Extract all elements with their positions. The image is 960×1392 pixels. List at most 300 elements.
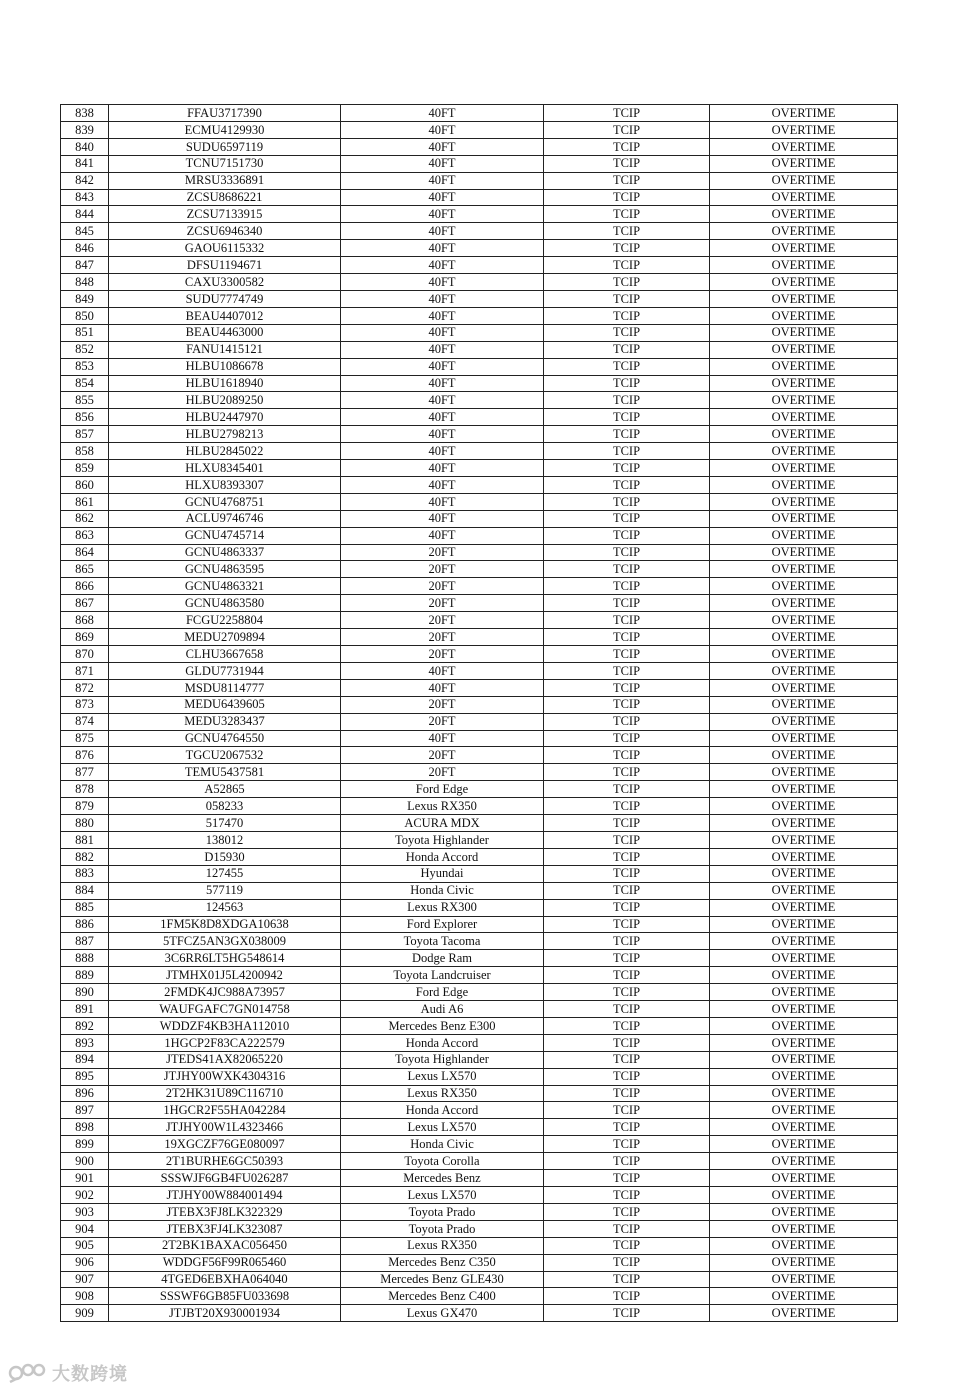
- table-row: [61, 662, 898, 679]
- table-row: [61, 1203, 898, 1220]
- type-cell: 40FT: [341, 290, 544, 307]
- row-number-cell: 860: [61, 476, 109, 493]
- table-row: [61, 409, 898, 426]
- type-cell: 40FT: [341, 121, 544, 138]
- container-number-cell: SUDU6597119: [109, 138, 341, 155]
- table-row: [61, 290, 898, 307]
- row-number-cell: 900: [61, 1153, 109, 1170]
- container-number-cell: FCGU2258804: [109, 612, 341, 629]
- terminal-cell: TCIP: [544, 831, 710, 848]
- type-cell: Honda Accord: [341, 1034, 544, 1051]
- table-row: [61, 341, 898, 358]
- container-number-cell: 127455: [109, 865, 341, 882]
- row-number-cell: 903: [61, 1203, 109, 1220]
- row-number-cell: 882: [61, 848, 109, 865]
- container-number-cell: GCNU4863337: [109, 544, 341, 561]
- terminal-cell: TCIP: [544, 189, 710, 206]
- row-number-cell: 897: [61, 1102, 109, 1119]
- container-number-cell: ZCSU6946340: [109, 223, 341, 240]
- type-cell: Toyota Highlander: [341, 1051, 544, 1068]
- container-number-cell: TEMU5437581: [109, 764, 341, 781]
- table-row: [61, 713, 898, 730]
- container-number-cell: MEDU3283437: [109, 713, 341, 730]
- terminal-cell: TCIP: [544, 662, 710, 679]
- terminal-cell: TCIP: [544, 1001, 710, 1018]
- status-cell: OVERTIME: [710, 1034, 898, 1051]
- container-number-cell: 1HGCR2F55HA042284: [109, 1102, 341, 1119]
- type-cell: 40FT: [341, 730, 544, 747]
- container-number-cell: MRSU3336891: [109, 172, 341, 189]
- status-cell: OVERTIME: [710, 950, 898, 967]
- container-number-cell: 058233: [109, 798, 341, 815]
- type-cell: 40FT: [341, 375, 544, 392]
- type-cell: 20FT: [341, 612, 544, 629]
- terminal-cell: TCIP: [544, 172, 710, 189]
- type-cell: Lexus LX570: [341, 1119, 544, 1136]
- container-number-cell: 5TFCZ5AN3GX038009: [109, 933, 341, 950]
- row-number-cell: 868: [61, 612, 109, 629]
- table-row: [61, 1051, 898, 1068]
- terminal-cell: TCIP: [544, 510, 710, 527]
- table-row: [61, 696, 898, 713]
- row-number-cell: 844: [61, 206, 109, 223]
- status-cell: OVERTIME: [710, 290, 898, 307]
- container-number-cell: SSSWF6GB85FU033698: [109, 1288, 341, 1305]
- table-row: [61, 629, 898, 646]
- container-number-cell: SUDU7774749: [109, 290, 341, 307]
- terminal-cell: TCIP: [544, 409, 710, 426]
- status-cell: OVERTIME: [710, 138, 898, 155]
- type-cell: 40FT: [341, 679, 544, 696]
- status-cell: OVERTIME: [710, 1170, 898, 1187]
- container-number-cell: 3C6RR6LT5HG548614: [109, 950, 341, 967]
- row-number-cell: 870: [61, 646, 109, 663]
- row-number-cell: 896: [61, 1085, 109, 1102]
- row-number-cell: 899: [61, 1136, 109, 1153]
- terminal-cell: TCIP: [544, 257, 710, 274]
- type-cell: 40FT: [341, 324, 544, 341]
- type-cell: 40FT: [341, 172, 544, 189]
- terminal-cell: TCIP: [544, 206, 710, 223]
- terminal-cell: TCIP: [544, 1119, 710, 1136]
- container-number-cell: GLDU7731944: [109, 662, 341, 679]
- terminal-cell: TCIP: [544, 578, 710, 595]
- row-number-cell: 909: [61, 1305, 109, 1322]
- terminal-cell: TCIP: [544, 1271, 710, 1288]
- type-cell: Lexus LX570: [341, 1187, 544, 1204]
- table-row: [61, 1017, 898, 1034]
- type-cell: Lexus RX350: [341, 1085, 544, 1102]
- type-cell: 40FT: [341, 662, 544, 679]
- type-cell: Toyota Landcruiser: [341, 967, 544, 984]
- terminal-cell: TCIP: [544, 595, 710, 612]
- row-number-cell: 864: [61, 544, 109, 561]
- table-row: [61, 105, 898, 122]
- terminal-cell: TCIP: [544, 375, 710, 392]
- container-number-cell: 19XGCZF76GE080097: [109, 1136, 341, 1153]
- status-cell: OVERTIME: [710, 121, 898, 138]
- status-cell: OVERTIME: [710, 646, 898, 663]
- type-cell: 20FT: [341, 646, 544, 663]
- status-cell: OVERTIME: [710, 612, 898, 629]
- row-number-cell: 887: [61, 933, 109, 950]
- container-number-cell: 1HGCP2F83CA222579: [109, 1034, 341, 1051]
- status-cell: OVERTIME: [710, 781, 898, 798]
- terminal-cell: TCIP: [544, 426, 710, 443]
- terminal-cell: TCIP: [544, 1034, 710, 1051]
- table-row: [61, 189, 898, 206]
- container-number-cell: JTEBX3FJ8LK322329: [109, 1203, 341, 1220]
- type-cell: 40FT: [341, 189, 544, 206]
- status-cell: OVERTIME: [710, 527, 898, 544]
- terminal-cell: TCIP: [544, 984, 710, 1001]
- status-cell: OVERTIME: [710, 1305, 898, 1322]
- row-number-cell: 843: [61, 189, 109, 206]
- table-row: [61, 865, 898, 882]
- status-cell: OVERTIME: [710, 967, 898, 984]
- status-cell: OVERTIME: [710, 223, 898, 240]
- terminal-cell: TCIP: [544, 781, 710, 798]
- status-cell: OVERTIME: [710, 730, 898, 747]
- table-row: [61, 1001, 898, 1018]
- table-row: [61, 1220, 898, 1237]
- terminal-cell: TCIP: [544, 899, 710, 916]
- type-cell: 40FT: [341, 274, 544, 291]
- row-number-cell: 881: [61, 831, 109, 848]
- row-number-cell: 855: [61, 392, 109, 409]
- table-row: [61, 460, 898, 477]
- container-number-cell: JTJBT20X930001934: [109, 1305, 341, 1322]
- table-row: [61, 595, 898, 612]
- table-row: [61, 155, 898, 172]
- row-number-cell: 873: [61, 696, 109, 713]
- status-cell: OVERTIME: [710, 865, 898, 882]
- table-row: [61, 527, 898, 544]
- row-number-cell: 904: [61, 1220, 109, 1237]
- terminal-cell: TCIP: [544, 1136, 710, 1153]
- row-number-cell: 876: [61, 747, 109, 764]
- row-number-cell: 840: [61, 138, 109, 155]
- terminal-cell: TCIP: [544, 527, 710, 544]
- terminal-cell: TCIP: [544, 764, 710, 781]
- status-cell: OVERTIME: [710, 476, 898, 493]
- container-number-cell: WDDZF4KB3HA112010: [109, 1017, 341, 1034]
- table-row: [61, 426, 898, 443]
- row-number-cell: 838: [61, 105, 109, 122]
- type-cell: 20FT: [341, 747, 544, 764]
- status-cell: OVERTIME: [710, 747, 898, 764]
- table-row: [61, 1085, 898, 1102]
- row-number-cell: 898: [61, 1119, 109, 1136]
- container-number-cell: 577119: [109, 882, 341, 899]
- status-cell: OVERTIME: [710, 713, 898, 730]
- type-cell: 20FT: [341, 764, 544, 781]
- row-number-cell: 867: [61, 595, 109, 612]
- terminal-cell: TCIP: [544, 392, 710, 409]
- type-cell: 20FT: [341, 544, 544, 561]
- row-number-cell: 865: [61, 561, 109, 578]
- type-cell: Honda Civic: [341, 1136, 544, 1153]
- table-row: [61, 493, 898, 510]
- row-number-cell: 892: [61, 1017, 109, 1034]
- table-row: [61, 1288, 898, 1305]
- table-row: [61, 544, 898, 561]
- terminal-cell: TCIP: [544, 1051, 710, 1068]
- row-number-cell: 907: [61, 1271, 109, 1288]
- container-number-cell: CLHU3667658: [109, 646, 341, 663]
- row-number-cell: 885: [61, 899, 109, 916]
- status-cell: OVERTIME: [710, 341, 898, 358]
- row-number-cell: 901: [61, 1170, 109, 1187]
- table-row: [61, 1136, 898, 1153]
- type-cell: 40FT: [341, 510, 544, 527]
- type-cell: 40FT: [341, 240, 544, 257]
- status-cell: OVERTIME: [710, 1254, 898, 1271]
- terminal-cell: TCIP: [544, 105, 710, 122]
- table-row: [61, 916, 898, 933]
- container-number-cell: JTEBX3FJ4LK323087: [109, 1220, 341, 1237]
- container-number-cell: 2FMDK4JC988A73957: [109, 984, 341, 1001]
- terminal-cell: TCIP: [544, 933, 710, 950]
- status-cell: OVERTIME: [710, 206, 898, 223]
- terminal-cell: TCIP: [544, 882, 710, 899]
- terminal-cell: TCIP: [544, 155, 710, 172]
- terminal-cell: TCIP: [544, 798, 710, 815]
- terminal-cell: TCIP: [544, 696, 710, 713]
- terminal-cell: TCIP: [544, 679, 710, 696]
- status-cell: OVERTIME: [710, 1085, 898, 1102]
- table-row: [61, 646, 898, 663]
- type-cell: Mercedes Benz C350: [341, 1254, 544, 1271]
- type-cell: 40FT: [341, 426, 544, 443]
- row-number-cell: 891: [61, 1001, 109, 1018]
- type-cell: 20FT: [341, 561, 544, 578]
- row-number-cell: 842: [61, 172, 109, 189]
- container-number-cell: BEAU4463000: [109, 324, 341, 341]
- row-number-cell: 857: [61, 426, 109, 443]
- container-number-cell: MEDU2709894: [109, 629, 341, 646]
- container-number-cell: JTEDS41AX82065220: [109, 1051, 341, 1068]
- container-number-cell: DFSU1194671: [109, 257, 341, 274]
- container-number-cell: D15930: [109, 848, 341, 865]
- container-number-cell: HLBU2447970: [109, 409, 341, 426]
- status-cell: OVERTIME: [710, 764, 898, 781]
- type-cell: ACURA MDX: [341, 815, 544, 832]
- status-cell: OVERTIME: [710, 105, 898, 122]
- table-row: [61, 679, 898, 696]
- container-number-cell: JTJHY00W1L4323466: [109, 1119, 341, 1136]
- container-number-cell: MEDU6439605: [109, 696, 341, 713]
- row-number-cell: 872: [61, 679, 109, 696]
- container-number-cell: 2T2BK1BAXAC056450: [109, 1237, 341, 1254]
- container-number-cell: GAOU6115332: [109, 240, 341, 257]
- status-cell: OVERTIME: [710, 578, 898, 595]
- type-cell: Ford Edge: [341, 984, 544, 1001]
- terminal-cell: TCIP: [544, 324, 710, 341]
- status-cell: OVERTIME: [710, 1051, 898, 1068]
- type-cell: 20FT: [341, 713, 544, 730]
- terminal-cell: TCIP: [544, 1288, 710, 1305]
- table-row: [61, 138, 898, 155]
- terminal-cell: TCIP: [544, 290, 710, 307]
- terminal-cell: TCIP: [544, 358, 710, 375]
- status-cell: OVERTIME: [710, 1153, 898, 1170]
- type-cell: 20FT: [341, 696, 544, 713]
- type-cell: Lexus RX300: [341, 899, 544, 916]
- row-number-cell: 877: [61, 764, 109, 781]
- type-cell: Mercedes Benz: [341, 1170, 544, 1187]
- row-number-cell: 886: [61, 916, 109, 933]
- terminal-cell: TCIP: [544, 1170, 710, 1187]
- status-cell: OVERTIME: [710, 257, 898, 274]
- terminal-cell: TCIP: [544, 865, 710, 882]
- status-cell: OVERTIME: [710, 798, 898, 815]
- status-cell: OVERTIME: [710, 426, 898, 443]
- status-cell: OVERTIME: [710, 882, 898, 899]
- terminal-cell: TCIP: [544, 240, 710, 257]
- table-row: [61, 984, 898, 1001]
- row-number-cell: 871: [61, 662, 109, 679]
- row-number-cell: 905: [61, 1237, 109, 1254]
- container-number-cell: ZCSU7133915: [109, 206, 341, 223]
- terminal-cell: TCIP: [544, 1187, 710, 1204]
- status-cell: OVERTIME: [710, 848, 898, 865]
- container-number-cell: HLBU1086678: [109, 358, 341, 375]
- type-cell: Toyota Corolla: [341, 1153, 544, 1170]
- container-number-cell: HLBU2798213: [109, 426, 341, 443]
- type-cell: 40FT: [341, 476, 544, 493]
- container-number-cell: HLBU2089250: [109, 392, 341, 409]
- type-cell: 40FT: [341, 527, 544, 544]
- container-number-cell: HLXU8345401: [109, 460, 341, 477]
- row-number-cell: 859: [61, 460, 109, 477]
- type-cell: Ford Explorer: [341, 916, 544, 933]
- row-number-cell: 839: [61, 121, 109, 138]
- container-number-cell: ECMU4129930: [109, 121, 341, 138]
- status-cell: OVERTIME: [710, 1288, 898, 1305]
- status-cell: OVERTIME: [710, 392, 898, 409]
- type-cell: 40FT: [341, 409, 544, 426]
- row-number-cell: 852: [61, 341, 109, 358]
- container-number-cell: ACLU9746746: [109, 510, 341, 527]
- table-row: [61, 730, 898, 747]
- row-number-cell: 849: [61, 290, 109, 307]
- type-cell: Mercedes Benz GLE430: [341, 1271, 544, 1288]
- table-row: [61, 933, 898, 950]
- container-number-cell: MSDU8114777: [109, 679, 341, 696]
- type-cell: 40FT: [341, 138, 544, 155]
- type-cell: 40FT: [341, 206, 544, 223]
- bird-logo-icon: [8, 1362, 46, 1384]
- container-number-cell: HLXU8393307: [109, 476, 341, 493]
- terminal-cell: TCIP: [544, 747, 710, 764]
- row-number-cell: 902: [61, 1187, 109, 1204]
- container-number-cell: 124563: [109, 899, 341, 916]
- container-number-cell: WAUFGAFC7GN014758: [109, 1001, 341, 1018]
- status-cell: OVERTIME: [710, 1068, 898, 1085]
- row-number-cell: 841: [61, 155, 109, 172]
- container-number-cell: GCNU4863321: [109, 578, 341, 595]
- status-cell: OVERTIME: [710, 662, 898, 679]
- row-number-cell: 862: [61, 510, 109, 527]
- status-cell: OVERTIME: [710, 561, 898, 578]
- table-row: [61, 882, 898, 899]
- terminal-cell: TCIP: [544, 815, 710, 832]
- terminal-cell: TCIP: [544, 967, 710, 984]
- container-number-cell: JTJHY00W884001494: [109, 1187, 341, 1204]
- type-cell: Toyota Highlander: [341, 831, 544, 848]
- row-number-cell: 906: [61, 1254, 109, 1271]
- row-number-cell: 875: [61, 730, 109, 747]
- terminal-cell: TCIP: [544, 274, 710, 291]
- type-cell: 40FT: [341, 443, 544, 460]
- row-number-cell: 856: [61, 409, 109, 426]
- terminal-cell: TCIP: [544, 1305, 710, 1322]
- table-row: [61, 476, 898, 493]
- container-number-cell: TGCU2067532: [109, 747, 341, 764]
- container-number-cell: GCNU4863595: [109, 561, 341, 578]
- status-cell: OVERTIME: [710, 460, 898, 477]
- table-row: [61, 612, 898, 629]
- type-cell: Toyota Prado: [341, 1220, 544, 1237]
- terminal-cell: TCIP: [544, 1102, 710, 1119]
- row-number-cell: 883: [61, 865, 109, 882]
- container-number-cell: HLBU1618940: [109, 375, 341, 392]
- table-row: [61, 443, 898, 460]
- table-row: [61, 375, 898, 392]
- container-number-cell: ZCSU8686221: [109, 189, 341, 206]
- status-cell: OVERTIME: [710, 1203, 898, 1220]
- type-cell: Lexus GX470: [341, 1305, 544, 1322]
- row-number-cell: 894: [61, 1051, 109, 1068]
- type-cell: Ford Edge: [341, 781, 544, 798]
- status-cell: OVERTIME: [710, 984, 898, 1001]
- type-cell: Toyota Prado: [341, 1203, 544, 1220]
- container-number-cell: 517470: [109, 815, 341, 832]
- type-cell: 40FT: [341, 155, 544, 172]
- status-cell: OVERTIME: [710, 1220, 898, 1237]
- terminal-cell: TCIP: [544, 629, 710, 646]
- status-cell: OVERTIME: [710, 409, 898, 426]
- status-cell: OVERTIME: [710, 172, 898, 189]
- table-row: [61, 781, 898, 798]
- row-number-cell: 874: [61, 713, 109, 730]
- watermark-text: 大数跨境: [52, 1364, 128, 1385]
- type-cell: 40FT: [341, 257, 544, 274]
- terminal-cell: TCIP: [544, 561, 710, 578]
- row-number-cell: 869: [61, 629, 109, 646]
- type-cell: 20FT: [341, 595, 544, 612]
- row-number-cell: 858: [61, 443, 109, 460]
- container-number-cell: GCNU4768751: [109, 493, 341, 510]
- terminal-cell: TCIP: [544, 341, 710, 358]
- row-number-cell: 889: [61, 967, 109, 984]
- table-row: [61, 1034, 898, 1051]
- terminal-cell: TCIP: [544, 950, 710, 967]
- type-cell: Audi A6: [341, 1001, 544, 1018]
- container-number-cell: GCNU4764550: [109, 730, 341, 747]
- type-cell: 40FT: [341, 223, 544, 240]
- table-row: [61, 324, 898, 341]
- status-cell: OVERTIME: [710, 1271, 898, 1288]
- container-list-table: [60, 104, 898, 1322]
- container-number-cell: JTMHX01J5L4200942: [109, 967, 341, 984]
- terminal-cell: TCIP: [544, 1203, 710, 1220]
- table-row: [61, 950, 898, 967]
- terminal-cell: TCIP: [544, 1254, 710, 1271]
- type-cell: 40FT: [341, 341, 544, 358]
- container-number-cell: 4TGED6EBXHA064040: [109, 1271, 341, 1288]
